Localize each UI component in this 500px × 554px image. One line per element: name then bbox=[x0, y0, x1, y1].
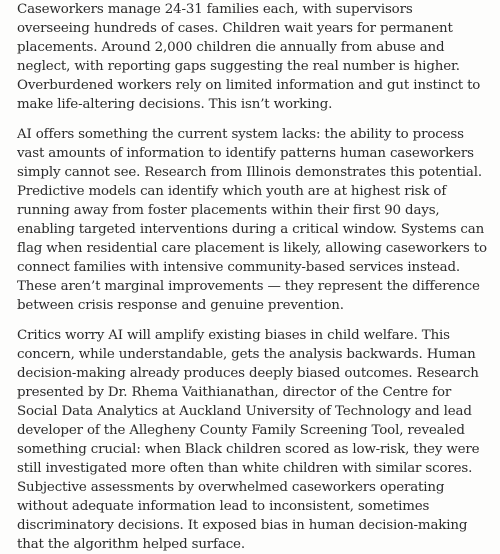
paragraph-ai-capabilities: AI offers something the current system lacks: the ability to process vast amounts of information to identify patterns human caseworkers simply cannot see. Research from Illinois demonstrates this potential. Predictive models can identify which youth are at highest risk of running away from foster placements within their first 90 days, enabling targeted interventions during a critical window. Systems can flag when residential care placement is likely, allowing caseworkers to connect families with intensive community-based services instead. These aren’t marginal improvements — they represent the difference between crisis response and genuine prevention. bbox=[17, 127, 487, 313]
paragraph-caseload: Caseworkers manage 24-31 families each, with supervisors overseeing hundreds of cases. Children wait years for permanent placements. Around 2,000 children die annually from abuse and neglect, with reporting gaps suggesting the real number is higher. Overburdened workers rely on limited information and gut instinct to make life-altering decisions. This isn’t working. bbox=[17, 2, 481, 112]
paragraph-bias-concerns: Critics worry AI will amplify existing biases in child welfare. This concern, while understandable, gets the analysis backwards. Human decision-making already produces deeply biased outcomes. Research presented by Dr. Rhema Vaithianathan, director of the Centre for Social Data Analytics at Auckland University of Technology and lead developer of the Allegheny County Family Screening Tool, revealed something crucial: when Black children scored as low-risk, they were still investigated more often than white children with similar scores. Subjective assessments by overwhelmed caseworkers operating without adequate information lead to inconsistent, sometimes discriminatory decisions. It exposed bias in human decision-making that the algorithm helped surface. bbox=[17, 328, 480, 552]
